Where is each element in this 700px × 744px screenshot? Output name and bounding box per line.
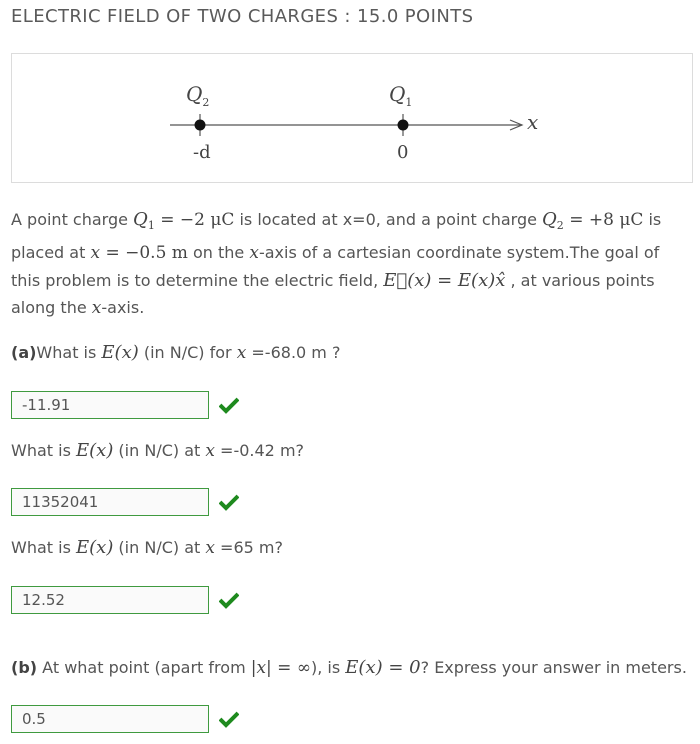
answer-input-a2[interactable] <box>11 488 209 516</box>
part-b-label: (b) <box>11 658 38 677</box>
part-a-label: (a) <box>11 343 37 362</box>
correct-check-icon <box>219 710 239 728</box>
charge-q1-dot <box>398 120 409 131</box>
correct-check-icon <box>219 591 239 609</box>
problem-statement: A point charge $Q_1 = -2$ μC is located at x=0, and a point charge $Q_2 = +8$ μC is placed at x = −0.5 m on the x-axis of a cartesian coordinate system.The goal of this problem is to determine the electric field, E⃗(x) = E(x)x̂ , at various points along the x-axis. <box>11 209 662 319</box>
question-a1: (a)What is E(x) (in N/C) for x =-68.0 m ? <box>11 342 341 363</box>
charge-q1-label: $Q_1$ <box>389 82 413 109</box>
answer-input-b[interactable] <box>11 705 209 733</box>
question-b: (b) At what point (apart from |x| = ∞), is E(x) = 0? Express your answer in meters. <box>11 657 687 678</box>
tick-label-neg-d: -d <box>193 142 211 163</box>
question-a2: What is E(x) (in N/C) at x =-0.42 m? <box>11 440 305 461</box>
charge-diagram <box>11 53 693 183</box>
problem-title: ELECTRIC FIELD OF TWO CHARGES : 15.0 POINTS <box>11 6 474 27</box>
charge-q2-label: $Q_2$ <box>186 82 210 109</box>
axis-diagram-svg <box>12 54 694 184</box>
correct-check-icon <box>219 493 239 511</box>
correct-check-icon <box>219 396 239 414</box>
answer-input-a3[interactable] <box>11 586 209 614</box>
answer-input-a1[interactable] <box>11 391 209 419</box>
axis-x-label: x <box>527 110 539 134</box>
question-a3: What is E(x) (in N/C) at x =65 m? <box>11 537 283 558</box>
charge-q2-dot <box>195 120 206 131</box>
tick-label-zero: 0 <box>397 142 409 163</box>
